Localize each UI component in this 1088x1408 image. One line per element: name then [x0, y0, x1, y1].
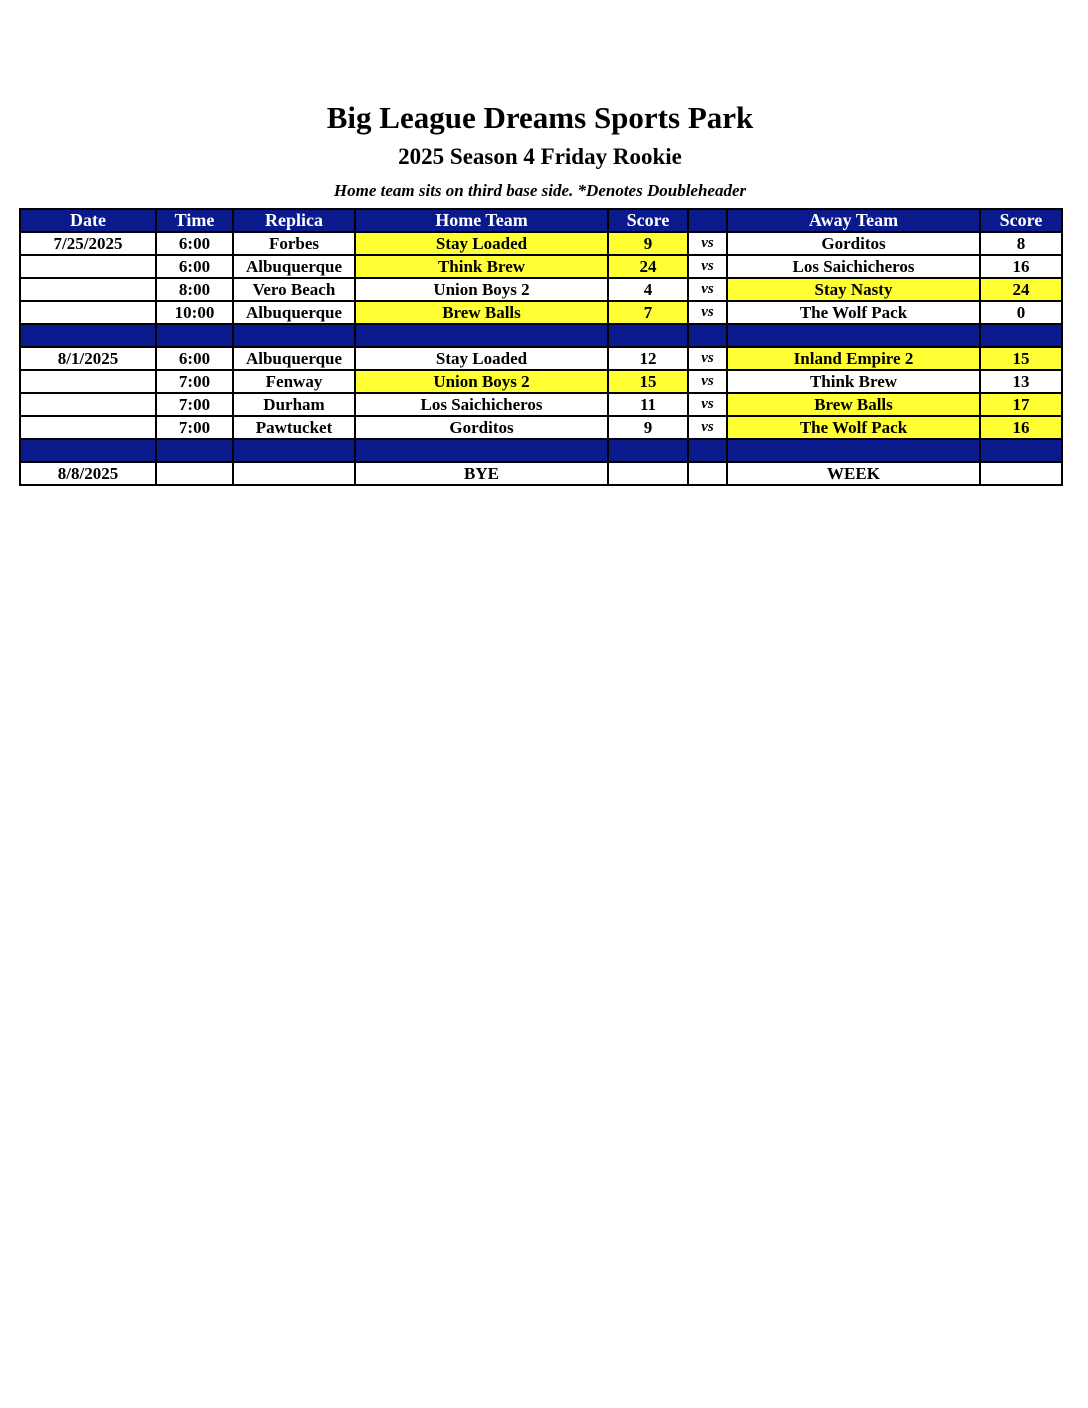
date-cell — [20, 255, 156, 278]
away-team-cell: Los Saichicheros — [727, 255, 980, 278]
separator-cell — [233, 439, 355, 462]
time-cell: 10:00 — [156, 301, 233, 324]
away-score-cell: 16 — [980, 255, 1062, 278]
game-row — [20, 255, 1062, 278]
separator-cell — [688, 324, 727, 347]
home-score-cell: 4 — [608, 278, 688, 301]
home-score-cell: 7 — [608, 301, 688, 324]
away-team-cell: WEEK — [727, 462, 980, 485]
time-cell: 7:00 — [156, 393, 233, 416]
replica-cell: Durham — [233, 393, 355, 416]
home-score-cell: 9 — [608, 232, 688, 255]
page-note: Home team sits on third base side. *Denotes Doubleheader — [333, 181, 747, 200]
vs-cell — [688, 462, 727, 485]
vs-cell: vs — [688, 393, 727, 416]
away-team-cell: The Wolf Pack — [727, 416, 980, 439]
separator-cell — [233, 324, 355, 347]
game-row — [20, 347, 1062, 370]
game-row — [20, 462, 1062, 485]
column-header-home-score: Score — [608, 209, 688, 232]
replica-cell: Vero Beach — [233, 278, 355, 301]
home-team-cell: Union Boys 2 — [355, 278, 608, 301]
date-cell — [20, 278, 156, 301]
date-cell: 8/8/2025 — [20, 462, 156, 485]
home-score-cell: 12 — [608, 347, 688, 370]
home-team-cell: Brew Balls — [355, 301, 608, 324]
column-header-vs — [688, 209, 727, 232]
game-row — [20, 416, 1062, 439]
home-team-cell: Think Brew — [355, 255, 608, 278]
away-team-cell: Stay Nasty — [727, 278, 980, 301]
separator-cell — [727, 324, 980, 347]
separator-cell — [20, 324, 156, 347]
home-team-cell: Stay Loaded — [355, 347, 608, 370]
time-cell — [156, 462, 233, 485]
time-cell: 8:00 — [156, 278, 233, 301]
home-team-cell: Union Boys 2 — [355, 370, 608, 393]
separator-row — [20, 439, 1062, 462]
vs-cell: vs — [688, 416, 727, 439]
separator-cell — [355, 439, 608, 462]
separator-cell — [608, 324, 688, 347]
replica-cell: Pawtucket — [233, 416, 355, 439]
separator-cell — [688, 439, 727, 462]
separator-row — [20, 324, 1062, 347]
replica-cell — [233, 462, 355, 485]
date-cell: 8/1/2025 — [20, 347, 156, 370]
time-cell: 7:00 — [156, 370, 233, 393]
game-row — [20, 278, 1062, 301]
page-subtitle: 2025 Season 4 Friday Rookie — [398, 144, 682, 169]
away-team-cell: Inland Empire 2 — [727, 347, 980, 370]
schedule-table — [19, 208, 1063, 486]
away-score-cell — [980, 462, 1062, 485]
column-header-away-team: Away Team — [727, 209, 980, 232]
home-team-cell: Stay Loaded — [355, 232, 608, 255]
vs-cell: vs — [688, 347, 727, 370]
away-team-cell: Think Brew — [727, 370, 980, 393]
away-score-cell: 0 — [980, 301, 1062, 324]
column-header-time: Time — [156, 209, 233, 232]
separator-cell — [355, 324, 608, 347]
time-cell: 7:00 — [156, 416, 233, 439]
header-row — [20, 209, 1062, 232]
column-header-replica: Replica — [233, 209, 355, 232]
away-score-cell: 15 — [980, 347, 1062, 370]
home-score-cell — [608, 462, 688, 485]
separator-cell — [980, 324, 1062, 347]
home-score-cell: 24 — [608, 255, 688, 278]
replica-cell: Albuquerque — [233, 255, 355, 278]
vs-cell: vs — [688, 255, 727, 278]
vs-cell: vs — [688, 370, 727, 393]
separator-cell — [156, 439, 233, 462]
away-team-cell: Gorditos — [727, 232, 980, 255]
page-title: Big League Dreams Sports Park — [326, 100, 754, 135]
home-team-cell: Gorditos — [355, 416, 608, 439]
away-team-cell: The Wolf Pack — [727, 301, 980, 324]
away-team-cell: Brew Balls — [727, 393, 980, 416]
separator-cell — [20, 439, 156, 462]
date-cell — [20, 416, 156, 439]
away-score-cell: 24 — [980, 278, 1062, 301]
game-row — [20, 232, 1062, 255]
replica-cell: Albuquerque — [233, 347, 355, 370]
game-row — [20, 301, 1062, 324]
away-score-cell: 8 — [980, 232, 1062, 255]
vs-cell: vs — [688, 232, 727, 255]
separator-cell — [727, 439, 980, 462]
vs-cell: vs — [688, 278, 727, 301]
separator-cell — [156, 324, 233, 347]
game-row — [20, 393, 1062, 416]
home-score-cell: 15 — [608, 370, 688, 393]
game-row — [20, 370, 1062, 393]
date-cell: 7/25/2025 — [20, 232, 156, 255]
date-cell — [20, 370, 156, 393]
time-cell: 6:00 — [156, 255, 233, 278]
away-score-cell: 17 — [980, 393, 1062, 416]
column-header-home-team: Home Team — [355, 209, 608, 232]
date-cell — [20, 301, 156, 324]
home-team-cell: Los Saichicheros — [355, 393, 608, 416]
replica-cell: Forbes — [233, 232, 355, 255]
home-score-cell: 9 — [608, 416, 688, 439]
time-cell: 6:00 — [156, 347, 233, 370]
away-score-cell: 16 — [980, 416, 1062, 439]
replica-cell: Fenway — [233, 370, 355, 393]
date-cell — [20, 393, 156, 416]
separator-cell — [980, 439, 1062, 462]
time-cell: 6:00 — [156, 232, 233, 255]
vs-cell: vs — [688, 301, 727, 324]
home-score-cell: 11 — [608, 393, 688, 416]
home-team-cell: BYE — [355, 462, 608, 485]
replica-cell: Albuquerque — [233, 301, 355, 324]
column-header-away-score: Score — [980, 209, 1062, 232]
separator-cell — [608, 439, 688, 462]
away-score-cell: 13 — [980, 370, 1062, 393]
column-header-date: Date — [20, 209, 156, 232]
